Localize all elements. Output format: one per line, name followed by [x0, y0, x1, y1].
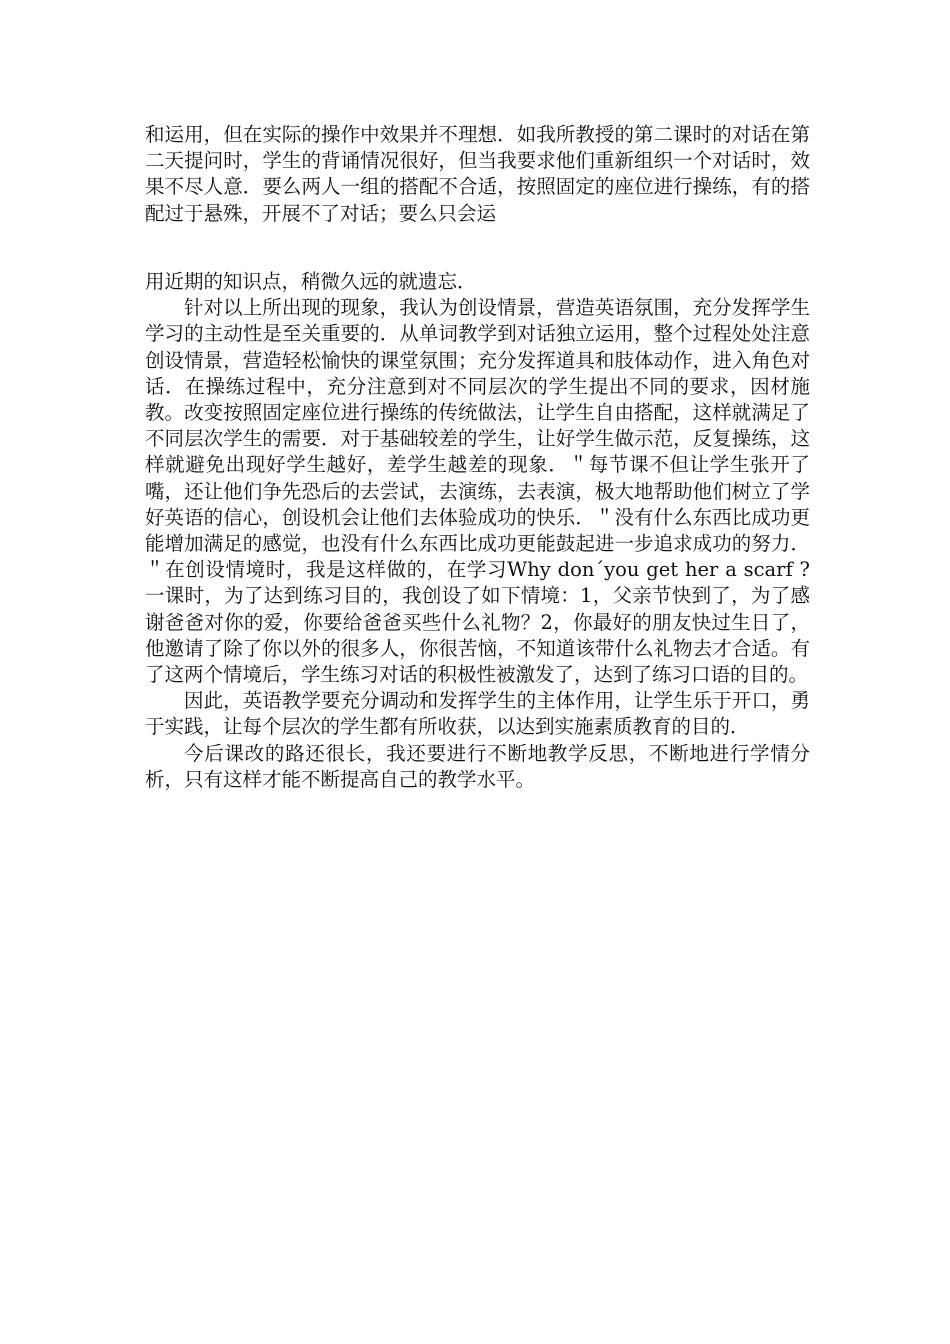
- top-text-block: [145, 122, 810, 227]
- paragraph-future-reflection: 今后课改的路还很长，我还要进行不断地教学反思，不断地进行学情分析，只有这样才能不断提高自己的教学水平。: [145, 741, 810, 791]
- paragraph-conclusion: 因此，英语教学要充分调动和发挥学生的主体作用，让学生乐于开口，勇于实践，让每个层次的学生都有所收获，以达到实施素质教育的目的．: [145, 689, 810, 739]
- main-text-block: [145, 269, 810, 793]
- paragraph-continuation-top: 和运用，但在实际的操作中效果并不理想．如我所教授的第二课时的对话在第二天提问时，学生的背诵情况很好，但当我要求他们重新组织一个对话时，效果不尽人意．要么两人一组的搭配不合适，按照固定的座位进行操练，有的搭配过于悬殊，开展不了对话；要么只会运: [145, 123, 810, 225]
- paragraph-continuation: 用近期的知识点，稍微久远的就遗忘．: [145, 270, 477, 293]
- paragraph-situation-creation: 针对以上所出现的现象，我认为创设情景，营造英语氛围，充分发挥学生学习的主动性是至关重要的．从单词教学到对话独立运用，整个过程处处注意创设情景，营造轻松愉快的课堂氛围；充分发挥道具和肢体动作，进入角色对话．在操练过程中，充分注意到对不同层次的学生提出不同的要求，因材施教。改变按照固定座位进行操练的传统做法，让学生自由搭配，这样就满足了不同层次学生的需要．对于基础较差的学生，让好学生做示范，反复操练，这样就避免出现好学生越好，差学生越差的现象．＂每节课不但让学生张开了嘴，还让他们争先恐后的去尝试，去演练，去表演，极大地帮助他们树立了学好英语的信心，创设机会让他们去体验成功的快乐．＂没有什么东西比成功更能增加满足的感觉，也没有什么东西比成功更能鼓起进一步追求成功的努力．＂在创设情境时，我是这样做的，在学习Why don´you get her a scarf ?一课时，为了达到练习目的，我创设了如下情境：1，父亲节快到了，为了感谢爸爸对你的爱，你要给爸爸买些什么礼物？2，你最好的朋友快过生日了，他邀请了除了你以外的很多人，你很苦恼，不知道该带什么礼物去才合适。有了这两个情境后，学生练习对话的积极性被激发了，达到了练习口语的目的。: [145, 296, 810, 687]
